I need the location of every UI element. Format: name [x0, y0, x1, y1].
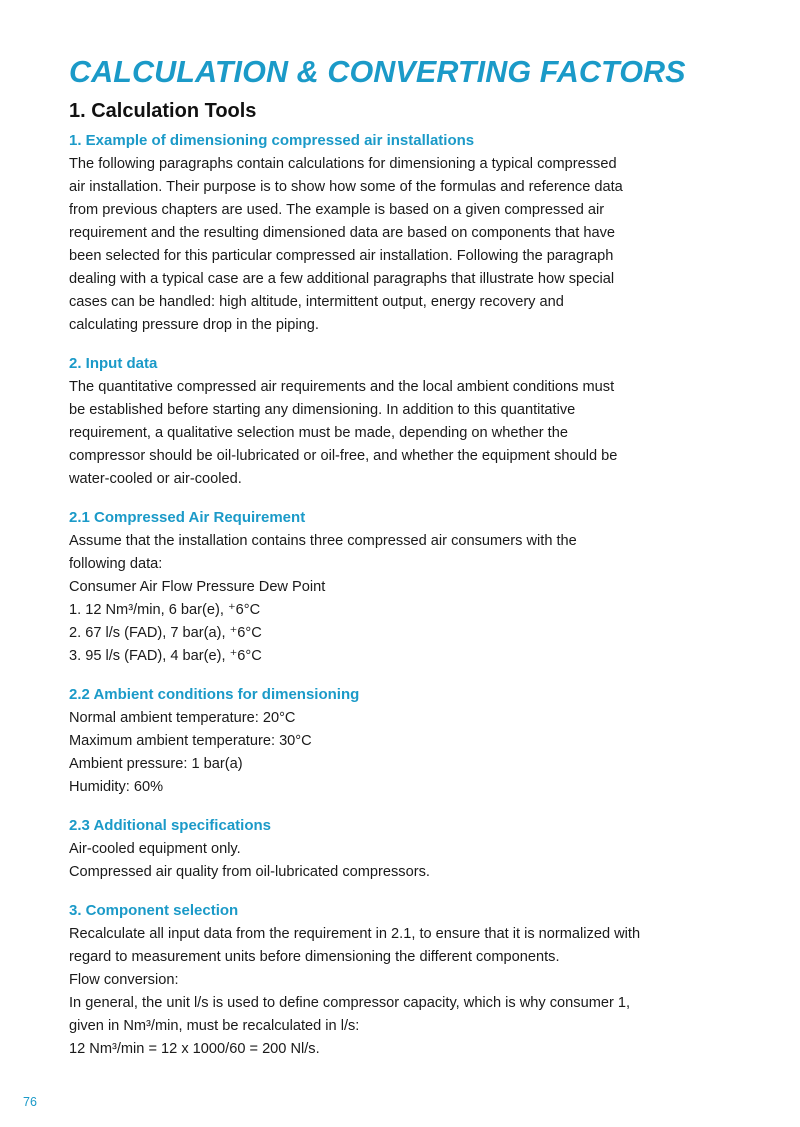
- chapter-subtitle: 1. Calculation Tools: [69, 100, 257, 122]
- section-heading: 2.3 Additional specifications: [69, 817, 271, 834]
- body-text-line: cases can be handled: high altitude, intermittent output, energy recovery and: [69, 294, 564, 310]
- body-text-line: calculating pressure drop in the piping.: [69, 317, 319, 333]
- body-text-line: compressor should be oil-lubricated or oil-free, and whether the equipment should be: [69, 448, 618, 464]
- body-text-line: 3. 95 l/s (FAD), 4 bar(e), ⁺6°C: [69, 648, 262, 664]
- body-text-line: from previous chapters are used. The example is based on a given compressed air: [69, 202, 605, 218]
- body-text-line: In general, the unit l/s is used to define compressor capacity, which is why consumer 1,: [69, 995, 631, 1011]
- body-text-line: been selected for this particular compressed air installation. Following the paragraph: [69, 248, 614, 264]
- body-text-line: Humidity: 60%: [69, 779, 164, 795]
- body-text-line: Assume that the installation contains three compressed air consumers with the: [69, 533, 577, 549]
- body-text-line: 12 Nm³/min = 12 x 1000/60 = 200 Nl/s.: [69, 1041, 320, 1057]
- body-text-line: The following paragraphs contain calculations for dimensioning a typical compressed: [69, 156, 617, 172]
- sections-container: [69, 130, 679, 1061]
- body-text-line: given in Nm³/min, must be recalculated in l/s:: [69, 1018, 360, 1034]
- section: [69, 507, 679, 668]
- section: [69, 684, 679, 799]
- section-heading: 3. Component selection: [69, 902, 239, 919]
- body-text-line: The quantitative compressed air requirements and the local ambient conditions must: [69, 379, 615, 395]
- body-text-line: dealing with a typical case are a few additional paragraphs that illustrate how special: [69, 271, 615, 287]
- section: [69, 900, 679, 1061]
- body-text-line: requirement and the resulting dimensioned data are based on components that have: [69, 225, 616, 241]
- page-number: 76: [23, 1095, 37, 1109]
- body-text-line: Compressed air quality from oil-lubricated compressors.: [69, 864, 430, 880]
- body-text-line: Flow conversion:: [69, 972, 179, 988]
- document-page: [69, 52, 686, 1077]
- section: [69, 130, 679, 337]
- body-text-line: water-cooled or air-cooled.: [69, 471, 242, 487]
- section: [69, 353, 679, 491]
- body-text-line: regard to measurement units before dimensioning the different components.: [69, 949, 560, 965]
- body-text-line: Recalculate all input data from the requirement in 2.1, to ensure that it is normalized with: [69, 926, 641, 942]
- body-text-line: Maximum ambient temperature: 30°C: [69, 733, 312, 749]
- body-text-line: 1. 12 Nm³/min, 6 bar(e), ⁺6°C: [69, 602, 261, 618]
- section: [69, 815, 679, 884]
- section-heading: 2.1 Compressed Air Requirement: [69, 509, 306, 526]
- body-text-line: following data:: [69, 556, 163, 572]
- body-text-line: Ambient pressure: 1 bar(a): [69, 756, 243, 772]
- body-text-line: be established before starting any dimensioning. In addition to this quantitative: [69, 402, 576, 418]
- body-text-line: Air-cooled equipment only.: [69, 841, 241, 857]
- body-text-line: 2. 67 l/s (FAD), 7 bar(a), ⁺6°C: [69, 625, 262, 641]
- page-title: CALCULATION & CONVERTING FACTORS: [69, 55, 686, 89]
- section-heading: 2.2 Ambient conditions for dimensioning: [69, 686, 360, 703]
- body-text-line: Normal ambient temperature: 20°C: [69, 710, 296, 726]
- body-text-line: requirement, a qualitative selection must be made, depending on whether the: [69, 425, 568, 441]
- body-text-line: air installation. Their purpose is to show how some of the formulas and reference data: [69, 179, 623, 195]
- body-text-line: Consumer Air Flow Pressure Dew Point: [69, 579, 326, 595]
- section-heading: 2. Input data: [69, 355, 158, 372]
- section-heading: 1. Example of dimensioning compressed air installations: [69, 132, 475, 149]
